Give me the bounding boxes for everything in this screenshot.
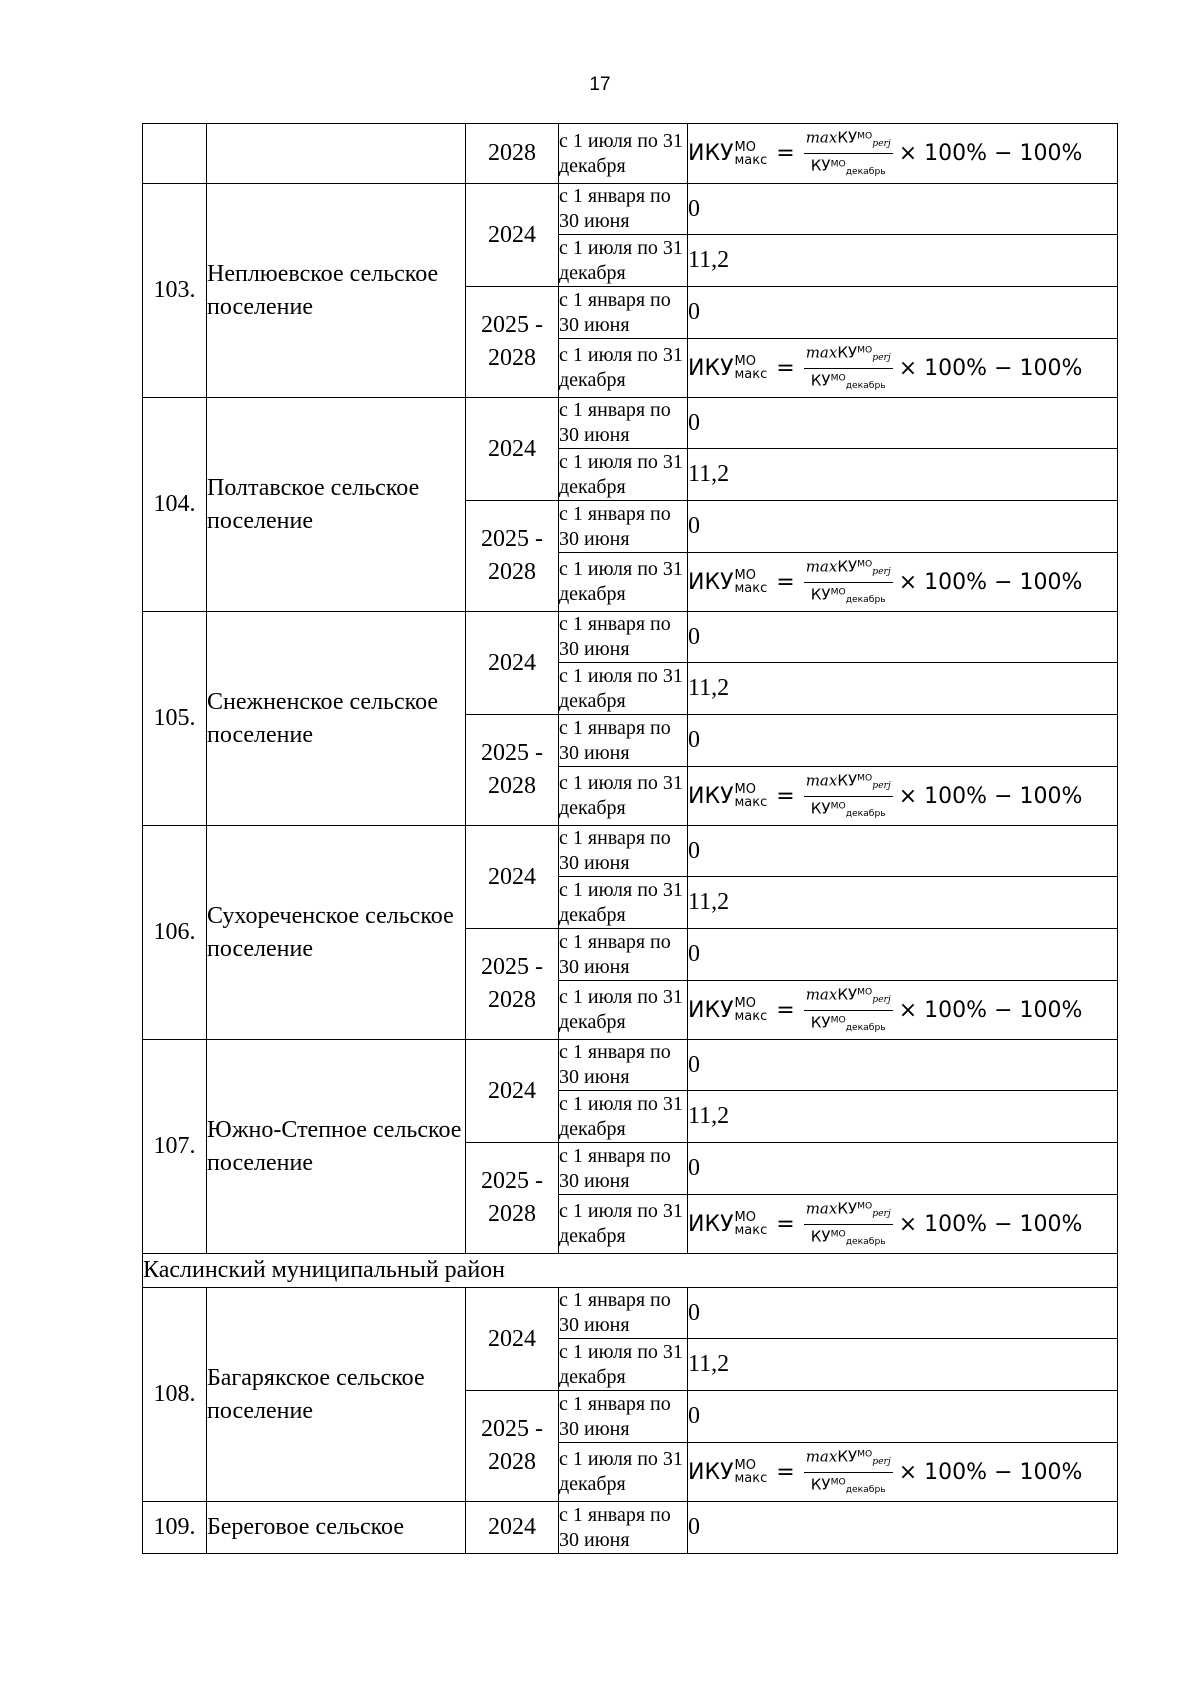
formula-lhs-sup: МО — [734, 996, 756, 1011]
formula-lhs-sub: макс — [734, 367, 768, 382]
formula-equals: = — [776, 1211, 795, 1237]
period-cell: с 1 июля по 31 декабря — [559, 553, 688, 612]
formula-num-sub: perj — [872, 138, 891, 149]
formula-num-sub: perj — [872, 1208, 891, 1220]
year-cell: 2024 — [466, 1288, 559, 1391]
year-cell: 2024 — [466, 612, 559, 715]
formula-den-main: КУ — [810, 1475, 831, 1494]
formula-cell — [688, 1195, 1118, 1254]
formula-den-sub: декабрь — [845, 380, 886, 392]
formula-num-prefix: max — [805, 343, 838, 362]
value-cell: 0 — [688, 501, 1118, 553]
value-cell: 11,2 — [688, 1339, 1118, 1391]
formula-lhs-sup: МО — [734, 139, 756, 155]
period-cell: с 1 января по 30 июня — [559, 715, 688, 767]
year-cell: 2025 - 2028 — [466, 287, 559, 398]
formula-num-sup: МО — [857, 558, 873, 570]
value-cell: 0 — [688, 826, 1118, 877]
formula-equals: = — [776, 997, 795, 1023]
period-cell: с 1 июля по 31 декабря — [559, 1195, 688, 1254]
formula-cell — [688, 767, 1118, 826]
formula-den-main: КУ — [810, 156, 831, 175]
formula-num-sup: МО — [857, 130, 873, 142]
year-cell: 2024 — [466, 1040, 559, 1143]
formula-num-prefix: max — [805, 128, 838, 147]
period-cell: с 1 января по 30 июня — [559, 612, 688, 663]
formula-lhs-main: ИКУ — [688, 569, 734, 595]
period-cell: с 1 июля по 31 декабря — [559, 663, 688, 715]
formula-lhs-main: ИКУ — [688, 355, 734, 381]
formula-lhs-sup: МО — [734, 1458, 756, 1473]
formula-denominator — [811, 1225, 886, 1250]
formula — [688, 1447, 1082, 1498]
value-cell: 0 — [688, 929, 1118, 981]
formula-numerator — [804, 343, 893, 369]
formula-cell — [688, 981, 1118, 1040]
formula-lhs — [688, 1211, 767, 1237]
period-cell: с 1 января по 30 июня — [559, 929, 688, 981]
formula-num-main: КУ — [837, 1199, 858, 1218]
tariff-table — [142, 123, 1118, 1554]
value-cell: 0 — [688, 1040, 1118, 1091]
value-cell: 11,2 — [688, 877, 1118, 929]
formula-num-sup: МО — [857, 344, 873, 356]
year-cell: 2025 - 2028 — [466, 501, 559, 612]
formula — [688, 771, 1082, 822]
formula-den-sup: МО — [830, 1228, 846, 1240]
formula-tail: × 100% − 100% — [898, 355, 1083, 381]
formula-denominator — [811, 1473, 886, 1498]
formula-lhs-sub: макс — [734, 1009, 768, 1024]
row-number: 103. — [143, 184, 207, 398]
value-cell: 0 — [688, 612, 1118, 663]
period-cell: с 1 января по 30 июня — [559, 826, 688, 877]
formula-lhs-main: ИКУ — [688, 1211, 734, 1237]
formula-num-sub: perj — [872, 566, 891, 578]
value-cell: 11,2 — [688, 449, 1118, 501]
period-cell: с 1 июля по 31 декабря — [559, 877, 688, 929]
year-cell: 2024 — [466, 184, 559, 287]
formula-tail: × 100% − 100% — [898, 569, 1083, 595]
formula-numerator — [804, 128, 893, 154]
settlement-name: Багарякское сельское поселение — [207, 1288, 466, 1502]
period-cell: с 1 июля по 31 декабря — [559, 1443, 688, 1502]
formula-tail: × 100% − 100% — [898, 1459, 1083, 1485]
period-cell: с 1 июля по 31 декабря — [559, 1091, 688, 1143]
formula-den-main: КУ — [810, 585, 831, 604]
row-number: 108. — [143, 1288, 207, 1502]
row-number: 106. — [143, 826, 207, 1040]
district-heading: Каслинский муниципальный район — [143, 1254, 1118, 1288]
value-cell: 11,2 — [688, 235, 1118, 287]
formula-den-sup: МО — [830, 372, 846, 384]
settlement-name: Снежненское сельское поселение — [207, 612, 466, 826]
period-cell: с 1 июля по 31 декабря — [559, 449, 688, 501]
row-number: 105. — [143, 612, 207, 826]
formula-denominator — [811, 369, 886, 394]
formula-den-sub: декабрь — [845, 165, 886, 177]
value-cell: 0 — [688, 287, 1118, 339]
formula-fraction — [804, 985, 893, 1036]
formula-lhs-sub: макс — [734, 152, 768, 168]
formula-num-main: КУ — [837, 985, 858, 1004]
settlement-name: Неплюевское сельское поселение — [207, 184, 466, 398]
year-cell: 2024 — [466, 826, 559, 929]
period-cell: с 1 июля по 31 декабря — [559, 1339, 688, 1391]
year-cell: 2024 — [466, 1502, 559, 1554]
value-cell: 0 — [688, 1143, 1118, 1195]
formula-equals: = — [776, 141, 795, 166]
formula-num-main: КУ — [837, 1447, 858, 1466]
value-cell: 0 — [688, 1288, 1118, 1339]
formula-equals: = — [776, 355, 795, 381]
table-row — [143, 1040, 1118, 1091]
table-row — [143, 184, 1118, 235]
year-cell: 2025 - 2028 — [466, 1143, 559, 1254]
period-cell: с 1 января по 30 июня — [559, 1143, 688, 1195]
year-cell: 2025 - 2028 — [466, 1391, 559, 1502]
formula-lhs — [688, 355, 767, 381]
formula-den-main: КУ — [810, 1013, 831, 1032]
formula-lhs-sup: МО — [734, 782, 756, 797]
row-number: 104. — [143, 398, 207, 612]
formula-den-sub: декабрь — [845, 1236, 886, 1248]
formula-lhs — [688, 997, 767, 1023]
formula-fraction — [804, 128, 893, 179]
formula-lhs-sup: МО — [734, 1210, 756, 1225]
period-cell: с 1 января по 30 июня — [559, 398, 688, 449]
settlement-name — [207, 124, 466, 184]
formula-den-sup: МО — [830, 1476, 846, 1488]
formula-den-sup: МО — [830, 158, 846, 169]
period-cell: с 1 января по 30 июня — [559, 184, 688, 235]
formula-fraction — [804, 771, 893, 822]
value-cell: 0 — [688, 715, 1118, 767]
year-cell: 2025 - 2028 — [466, 929, 559, 1040]
formula-equals: = — [776, 783, 795, 809]
formula — [688, 985, 1082, 1036]
table-row — [143, 826, 1118, 877]
formula-num-prefix: max — [805, 557, 838, 576]
formula-num-sup: МО — [857, 772, 873, 784]
formula-equals: = — [776, 1459, 795, 1485]
period-cell: с 1 января по 30 июня — [559, 1040, 688, 1091]
formula-tail: × 100% − 100% — [898, 141, 1083, 166]
table-row — [143, 398, 1118, 449]
value-cell: 0 — [688, 1391, 1118, 1443]
period-cell: с 1 июля по 31 декабря — [559, 981, 688, 1040]
formula-num-main: КУ — [837, 557, 858, 576]
period-cell: с 1 января по 30 июня — [559, 1288, 688, 1339]
value-cell: 0 — [688, 398, 1118, 449]
year-cell: 2028 — [466, 124, 559, 184]
formula-lhs-main: ИКУ — [688, 783, 734, 809]
formula-fraction — [804, 557, 893, 608]
formula-lhs — [688, 1459, 767, 1485]
row-number: 109. — [143, 1502, 207, 1554]
formula-den-main: КУ — [810, 371, 831, 390]
formula-numerator — [804, 1447, 893, 1473]
formula-den-sup: МО — [830, 1014, 846, 1026]
formula-numerator — [804, 557, 893, 583]
formula-den-sub: декабрь — [845, 808, 886, 820]
formula-denominator — [811, 154, 886, 179]
row-number: 107. — [143, 1040, 207, 1254]
formula-num-sub: perj — [872, 352, 891, 364]
formula-lhs — [688, 569, 767, 595]
formula-num-sup: МО — [857, 986, 873, 998]
period-cell: с 1 января по 30 июня — [559, 501, 688, 553]
formula-lhs — [688, 783, 767, 809]
formula-num-sub: perj — [872, 1456, 891, 1468]
formula — [688, 1199, 1082, 1250]
formula-den-main: КУ — [810, 1227, 831, 1246]
formula-den-sub: декабрь — [845, 1484, 886, 1496]
formula-lhs-main: ИКУ — [688, 141, 734, 166]
formula-denominator — [811, 583, 886, 608]
formula-den-sub: декабрь — [845, 594, 886, 606]
year-cell: 2024 — [466, 398, 559, 501]
formula-num-sup: МО — [857, 1200, 873, 1212]
formula-lhs-main: ИКУ — [688, 1459, 734, 1485]
formula-lhs-sup: МО — [734, 568, 756, 583]
formula-num-main: КУ — [837, 771, 858, 790]
district-row — [143, 1254, 1118, 1288]
formula-denominator — [811, 1011, 886, 1036]
value-cell: 0 — [688, 1502, 1118, 1554]
formula-num-prefix: max — [805, 985, 838, 1004]
period-cell: с 1 июля по 31 декабря — [559, 235, 688, 287]
formula-num-main: КУ — [837, 128, 858, 147]
formula-fraction — [804, 1447, 893, 1498]
period-cell: с 1 января по 30 июня — [559, 1502, 688, 1554]
formula-lhs-main: ИКУ — [688, 997, 734, 1023]
formula-lhs-sub: макс — [734, 795, 768, 810]
formula-num-sub: perj — [872, 780, 891, 792]
period-cell: с 1 июля по 31 декабря — [559, 339, 688, 398]
period-cell: с 1 января по 30 июня — [559, 287, 688, 339]
formula-den-sub: декабрь — [845, 1022, 886, 1034]
formula-num-prefix: max — [805, 1199, 838, 1218]
table-row — [143, 1288, 1118, 1339]
formula-cell — [688, 1443, 1118, 1502]
settlement-name: Береговое сельское — [207, 1502, 466, 1554]
period-cell: с 1 января по 30 июня — [559, 1391, 688, 1443]
formula-tail: × 100% − 100% — [898, 783, 1083, 809]
settlement-name: Южно-Степное сельское поселение — [207, 1040, 466, 1254]
formula-tail: × 100% − 100% — [898, 997, 1083, 1023]
value-cell: 11,2 — [688, 663, 1118, 715]
formula-cell — [688, 124, 1118, 184]
settlement-name: Полтавское сельское поселение — [207, 398, 466, 612]
table-row — [143, 1502, 1118, 1554]
value-cell: 0 — [688, 184, 1118, 235]
formula-denominator — [811, 797, 886, 822]
formula-num-sub: perj — [872, 994, 891, 1006]
formula — [688, 557, 1082, 608]
formula-cell — [688, 339, 1118, 398]
formula — [688, 128, 1082, 179]
formula-equals: = — [776, 569, 795, 595]
formula-numerator — [804, 771, 893, 797]
formula-num-main: КУ — [837, 343, 858, 362]
table-row — [143, 612, 1118, 663]
formula-den-sup: МО — [830, 586, 846, 598]
formula-numerator — [804, 985, 893, 1011]
formula-num-sup: МО — [857, 1448, 873, 1460]
settlement-name: Сухореченское сельское поселение — [207, 826, 466, 1040]
formula-num-prefix: max — [805, 1447, 838, 1466]
formula-fraction — [804, 343, 893, 394]
formula-den-main: КУ — [810, 799, 831, 818]
formula-fraction — [804, 1199, 893, 1250]
formula-tail: × 100% − 100% — [898, 1211, 1083, 1237]
formula-lhs — [688, 141, 767, 167]
period-cell: с 1 июля по 31 декабря — [559, 124, 688, 184]
formula-lhs-sub: макс — [734, 1471, 768, 1486]
row-number — [143, 124, 207, 184]
formula-den-sup: МО — [830, 800, 846, 812]
table-row — [143, 124, 1118, 184]
formula-cell — [688, 553, 1118, 612]
period-cell: с 1 июля по 31 декабря — [559, 767, 688, 826]
formula-lhs-sub: макс — [734, 1223, 768, 1238]
year-cell: 2025 - 2028 — [466, 715, 559, 826]
formula-num-prefix: max — [805, 771, 838, 790]
formula-lhs-sub: макс — [734, 581, 768, 596]
value-cell: 11,2 — [688, 1091, 1118, 1143]
formula — [688, 343, 1082, 394]
page-number: 17 — [589, 74, 611, 95]
formula-lhs-sup: МО — [734, 354, 756, 369]
formula-numerator — [804, 1199, 893, 1225]
